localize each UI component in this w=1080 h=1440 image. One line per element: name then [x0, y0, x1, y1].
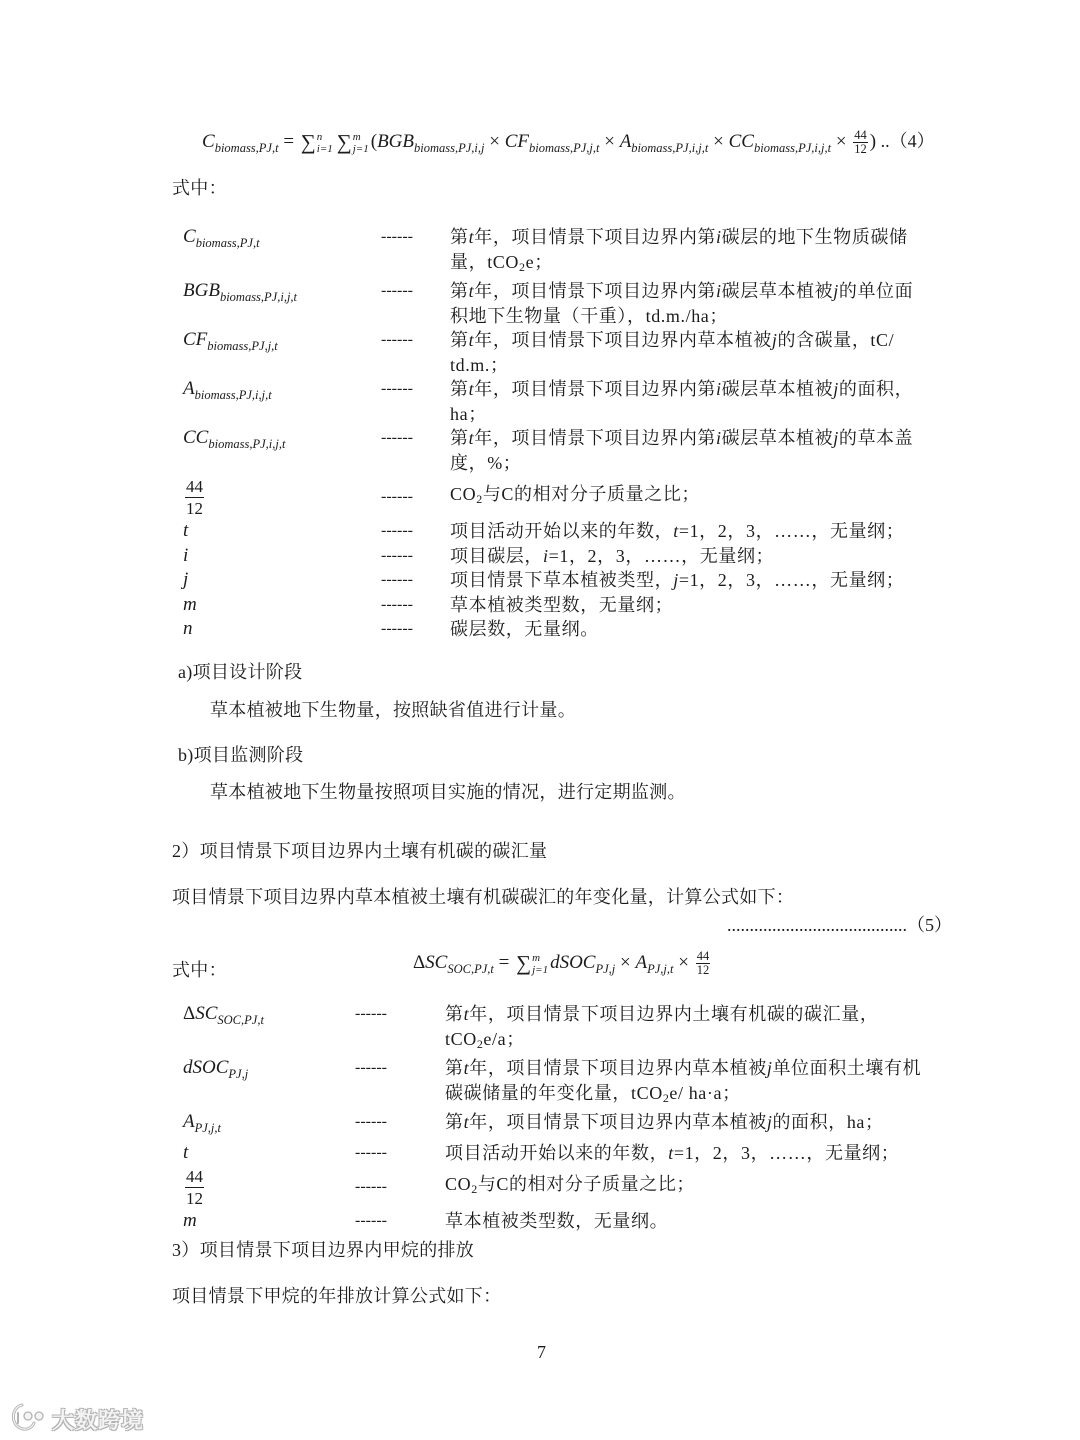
subscript: biomass,PJ,t — [195, 236, 260, 250]
text-run: e； — [525, 251, 553, 272]
italic-variable: t — [668, 1142, 674, 1163]
variable-symbol — [183, 476, 381, 519]
summation-sign: ∑ — [336, 130, 352, 155]
variable-symbol — [183, 426, 381, 457]
dash-separator: ------ — [355, 1005, 387, 1022]
variable-symbol — [183, 1209, 355, 1234]
dash-separator: ------ — [381, 331, 413, 348]
italic-variable: j — [766, 1112, 773, 1132]
variable-description — [450, 426, 950, 475]
variable-row — [183, 617, 950, 642]
subscript: biomass,PJ,i,j — [414, 141, 485, 155]
summation-limits — [353, 131, 369, 155]
variable-row — [183, 279, 950, 328]
text-run: 碳层草本植被 — [721, 281, 834, 301]
monitoring-stage-title: b)项目监测阶段 — [178, 745, 304, 765]
italic-variable: A — [183, 378, 195, 399]
dash-separator: ------ — [381, 595, 413, 613]
italic-variable: dSOC — [183, 1057, 229, 1078]
dash-separator: ------ — [381, 380, 413, 397]
variable-description — [445, 1056, 945, 1110]
variable-symbol — [183, 1141, 355, 1166]
variable-symbol — [183, 1056, 355, 1087]
text-run: × — [831, 131, 852, 152]
description-line — [450, 304, 950, 329]
where-label: 式中： — [172, 178, 227, 198]
italic-variable: j — [183, 569, 189, 590]
italic-variable: t — [468, 379, 475, 399]
text-run: 积地下生物量（干重），td.m./ha； — [450, 305, 728, 326]
summation-sign: ∑ — [516, 951, 532, 976]
italic-variable: t — [468, 227, 475, 247]
description-line — [445, 1027, 945, 1057]
summation-operator — [516, 952, 548, 976]
text-run: =1，2，3，……，无量纲； — [678, 570, 905, 590]
text-run: 年，项目情景下项目边界内第 — [474, 379, 717, 399]
variable-symbol — [183, 377, 381, 408]
fraction — [185, 476, 204, 519]
text-run: 草本植被类型数，无量纲。 — [445, 1211, 669, 1231]
text-run: =1，2，3，……，无量纲； — [673, 1142, 900, 1163]
description-line — [450, 482, 950, 512]
text-run: 第 — [450, 227, 469, 247]
formula-5-number: ........................................（5） — [727, 915, 952, 935]
italic-variable: j — [673, 570, 679, 590]
fraction — [696, 950, 711, 977]
description-line — [450, 402, 950, 427]
variable-row — [183, 475, 950, 519]
text-run: 第 — [450, 281, 469, 301]
italic-variable: i — [183, 544, 189, 566]
subscript: 2 — [662, 1090, 670, 1105]
variable-row — [183, 593, 950, 618]
italic-variable: t — [463, 1058, 470, 1078]
text-run: 项目情景下草本植被类型， — [450, 570, 674, 590]
italic-variable: j — [771, 330, 778, 350]
text-run: × — [615, 952, 636, 973]
italic-variable: SC — [425, 952, 448, 973]
text-run: Δ — [412, 952, 426, 973]
subscript: biomass,PJ,i,j,t — [631, 141, 709, 155]
text-run: CO — [445, 1174, 472, 1195]
variable-symbol — [183, 593, 381, 618]
dash-separator: ------ — [355, 1143, 387, 1161]
subscript: 2 — [476, 1036, 484, 1051]
italic-variable: j — [833, 428, 839, 448]
dash-separator: ------ — [355, 1212, 387, 1229]
variable-symbol — [183, 225, 381, 256]
text-run: = — [278, 131, 299, 152]
text-run: = — [493, 952, 515, 973]
description-line — [445, 1172, 945, 1202]
section-2-intro: 项目情景下项目边界内草本植被土壤有机碳碳汇的年变化量，计算公式如下： — [172, 887, 795, 907]
italic-variable: i — [716, 428, 722, 448]
text-run: 第 — [450, 428, 469, 448]
fraction — [853, 129, 868, 156]
variable-row — [183, 328, 950, 377]
variable-description — [450, 328, 950, 377]
description-line — [450, 519, 950, 544]
italic-variable: t — [463, 1112, 470, 1132]
summation-upper-limit: n — [316, 130, 323, 143]
italic-variable: BGB — [183, 280, 220, 301]
design-stage-text: 草本植被地下生物量，按照缺省值进行计量。 — [210, 700, 576, 720]
summation-operator — [337, 131, 369, 155]
subscript: 2 — [476, 492, 483, 507]
variable-symbol — [183, 1166, 355, 1209]
text-run: 年，项目情景下项目边界内草本植被 — [469, 1112, 767, 1132]
subscript: biomass,PJ,i,j,t — [194, 388, 272, 402]
italic-variable: C — [183, 226, 196, 247]
text-run: 的单位面 — [838, 281, 914, 301]
summation-upper-limit: m — [532, 951, 541, 964]
text-run: 年，项目情景下项目边界内土壤有机碳的碳汇量， — [469, 1004, 879, 1024]
text-run: 第 — [450, 330, 469, 350]
italic-variable: A — [619, 131, 632, 152]
variable-row — [183, 519, 950, 544]
text-run: 量，tCO — [450, 251, 520, 272]
text-run: 项目活动开始以来的年数， — [445, 1142, 669, 1163]
variable-description — [445, 1209, 945, 1234]
text-run: 与C的相对分子质量之比； — [477, 1174, 696, 1195]
summation-lower-limit: j=1 — [352, 142, 369, 155]
description-line — [450, 328, 950, 353]
text-run: 草本植被类型数，无量纲； — [450, 594, 674, 615]
text-run: 项目活动开始以来的年数， — [450, 521, 674, 541]
text-run: 年，项目情景下项目边界内第 — [474, 281, 717, 301]
text-run: ha； — [450, 403, 487, 424]
description-line — [450, 225, 950, 250]
text-run: × — [484, 131, 505, 152]
variable-row — [183, 1002, 945, 1056]
fraction-denominator: 12 — [696, 963, 710, 978]
text-run: 项目碳层， — [450, 545, 543, 566]
text-run: e/a； — [483, 1028, 525, 1049]
variable-description — [445, 1172, 945, 1202]
summation-lower-limit: j=1 — [532, 963, 549, 976]
variable-description — [450, 482, 950, 512]
description-line — [445, 1002, 945, 1027]
variable-symbol — [183, 1002, 355, 1033]
text-run: 年，项目情景下项目边界内第 — [474, 428, 717, 448]
fraction-numerator: 44 — [186, 476, 203, 496]
subscript: biomass,PJ,i,j,t — [753, 141, 832, 155]
description-line — [445, 1141, 945, 1166]
variable-row — [183, 1056, 945, 1110]
fraction-numerator: 44 — [186, 1166, 203, 1186]
italic-variable: i — [716, 379, 722, 399]
variable-description — [450, 519, 950, 544]
section-3-heading: 3）项目情景下项目边界内甲烷的排放 — [172, 1240, 475, 1260]
summation-limits — [317, 131, 333, 155]
text-run: 的草本盖 — [838, 428, 914, 448]
variable-description — [445, 1110, 945, 1135]
description-line — [450, 250, 950, 280]
subscript: biomass,PJ,t — [214, 141, 279, 155]
italic-variable: SC — [195, 1003, 218, 1024]
variable-description — [450, 377, 950, 426]
italic-variable: m — [183, 1210, 197, 1231]
variable-row — [183, 1141, 945, 1166]
summation-lower-limit: i=1 — [316, 142, 333, 155]
variable-description — [450, 279, 950, 328]
subscript: biomass,PJ,i,j,t — [219, 290, 298, 304]
text-run: 第 — [445, 1058, 464, 1078]
variable-description — [450, 568, 950, 593]
fraction — [185, 1166, 204, 1209]
dash-separator: ------ — [355, 1113, 387, 1130]
italic-variable: t — [463, 1004, 470, 1024]
text-run: 碳碳储量的年变化量，tCO — [445, 1082, 663, 1103]
fraction-numerator: 44 — [854, 128, 867, 143]
dash-separator: ------ — [381, 546, 413, 564]
description-line — [445, 1081, 945, 1111]
fraction-denominator: 12 — [854, 142, 867, 157]
description-line — [450, 617, 950, 642]
italic-variable: t — [183, 520, 189, 541]
dash-separator: ------ — [381, 228, 413, 245]
italic-variable: j — [833, 379, 839, 399]
dash-separator: ------ — [381, 571, 413, 588]
italic-variable: j — [766, 1058, 773, 1078]
text-run: ( — [370, 131, 378, 152]
italic-variable: j — [833, 281, 839, 301]
variable-row — [183, 225, 950, 279]
monitoring-stage-text: 草本植被地下生物量按照项目实施的情况，进行定期监测。 — [210, 782, 686, 802]
italic-variable: CF — [183, 329, 208, 350]
subscript: SOC,PJ,t — [217, 1013, 264, 1027]
italic-variable: C — [202, 131, 215, 152]
italic-variable: i — [543, 545, 549, 566]
italic-variable: t — [183, 1141, 189, 1163]
text-run: =1，2，3，……，无量纲； — [678, 521, 905, 541]
text-run: 的含碳量，tC/ — [777, 330, 895, 350]
variable-row — [183, 426, 950, 475]
variable-description — [450, 225, 950, 279]
italic-variable: m — [183, 593, 197, 615]
formula-5-body — [412, 949, 712, 978]
text-run: 年，项目情景下项目边界内第 — [474, 227, 717, 247]
variable-symbol — [183, 544, 381, 569]
text-run: 单位面积土壤有机 — [772, 1058, 922, 1078]
variable-description — [450, 617, 950, 642]
summation-limits — [532, 952, 548, 976]
variable-row — [183, 1165, 945, 1209]
subscript: PJ,j — [595, 962, 616, 976]
variable-symbol — [183, 279, 381, 310]
dash-separator: ------ — [381, 429, 413, 446]
summation-operator — [301, 131, 333, 155]
design-stage-title: a)项目设计阶段 — [178, 662, 303, 682]
italic-variable: n — [183, 618, 193, 639]
formula-4-body — [202, 128, 877, 157]
fraction-denominator: 12 — [186, 498, 203, 518]
subscript: biomass,PJ,j,t — [207, 339, 278, 353]
italic-variable: BGB — [377, 131, 414, 152]
watermark-logo-icon — [8, 1401, 48, 1433]
italic-variable: CF — [504, 131, 529, 152]
variable-description — [445, 1141, 945, 1166]
italic-variable: CC — [728, 131, 754, 152]
dash-separator: ------ — [381, 487, 413, 505]
variable-row — [183, 1209, 945, 1234]
subscript: biomass,PJ,j,t — [528, 141, 600, 155]
variable-table-5 — [183, 1002, 945, 1234]
dash-separator: ------ — [381, 620, 413, 637]
italic-variable: t — [468, 428, 475, 448]
dash-separator: ------ — [381, 522, 413, 539]
variable-row — [183, 568, 950, 593]
page-number: 7 — [537, 1342, 547, 1362]
text-run: =1，2，3，……，无量纲； — [548, 545, 775, 566]
watermark-text: 大数跨境 — [52, 1409, 145, 1434]
section-3-intro: 项目情景下甲烷的年排放计算公式如下： — [172, 1286, 502, 1306]
text-run: 碳层草本植被 — [721, 379, 834, 399]
section-2-heading: 2）项目情景下项目边界内土壤有机碳的碳汇量 — [172, 841, 548, 861]
text-run: 的面积，ha； — [772, 1112, 884, 1132]
dash-separator: ------ — [355, 1177, 387, 1195]
description-line — [450, 544, 950, 569]
formula-4 — [183, 84, 935, 205]
italic-variable: CC — [183, 427, 209, 448]
variable-row — [183, 544, 950, 569]
italic-variable: i — [716, 227, 722, 247]
variable-row — [183, 1110, 945, 1141]
summation-upper-limit: m — [352, 130, 361, 143]
description-line — [450, 279, 950, 304]
text-run: 第 — [445, 1004, 464, 1024]
dash-separator: ------ — [355, 1059, 387, 1076]
text-run: e/ ha·a； — [669, 1082, 741, 1103]
description-line — [450, 451, 950, 476]
subscript: 2 — [519, 259, 526, 274]
subscript: PJ,j — [228, 1067, 249, 1081]
text-run: 第 — [450, 379, 469, 399]
description-line — [445, 1209, 945, 1234]
text-run: 年，项目情景下项目边界内草本植被 — [469, 1058, 767, 1078]
italic-variable: t — [468, 330, 475, 350]
description-line — [450, 353, 950, 378]
text-run: 碳层的地下生物质碳储 — [721, 227, 908, 247]
description-line — [450, 593, 950, 618]
italic-variable: dSOC — [550, 952, 596, 973]
description-line — [450, 426, 950, 451]
subscript: PJ,j,t — [647, 962, 674, 976]
text-run: 的面积， — [838, 379, 914, 399]
variable-description — [450, 593, 950, 618]
text-run: 碳层草本植被 — [721, 428, 834, 448]
text-run: ) — [869, 131, 877, 152]
subscript: SOC,PJ,t — [447, 962, 494, 976]
italic-variable: t — [673, 521, 679, 541]
where-label: 式中： — [172, 960, 227, 980]
text-run: × — [708, 131, 729, 152]
description-line — [450, 377, 950, 402]
variable-table-4 — [183, 225, 950, 642]
variable-symbol — [183, 568, 381, 593]
text-run: 年，项目情景下项目边界内草本植被 — [474, 330, 772, 350]
description-line — [450, 568, 950, 593]
text-run: Δ — [183, 1003, 196, 1024]
variable-symbol — [183, 328, 381, 359]
text-run: 与C的相对分子质量之比； — [482, 484, 701, 505]
variable-row — [183, 377, 950, 426]
italic-variable: i — [716, 281, 722, 301]
variable-symbol — [183, 617, 381, 642]
text-run: 度，%； — [450, 452, 522, 473]
variable-symbol — [183, 519, 381, 544]
text-run: × — [673, 952, 694, 973]
text-run: tCO — [445, 1028, 477, 1049]
text-run: CO — [450, 484, 477, 505]
variable-symbol — [183, 1110, 355, 1141]
subscript: 2 — [471, 1182, 478, 1197]
italic-variable: A — [635, 952, 648, 973]
description-line — [445, 1110, 945, 1135]
fraction-denominator: 12 — [186, 1188, 203, 1208]
subscript: biomass,PJ,i,j,t — [208, 437, 286, 451]
text-run: × — [599, 131, 620, 152]
italic-variable: A — [183, 1111, 195, 1132]
dash-separator: ------ — [381, 282, 413, 299]
variable-description — [450, 544, 950, 569]
summation-sign: ∑ — [300, 130, 316, 155]
fraction-numerator: 44 — [696, 949, 710, 964]
description-line — [445, 1056, 945, 1081]
text-run: 碳层数，无量纲。 — [450, 619, 599, 639]
italic-variable: t — [468, 281, 475, 301]
subscript: PJ,j,t — [194, 1121, 221, 1135]
variable-description — [445, 1002, 945, 1056]
text-run: td.m.； — [450, 354, 509, 375]
text-run: 第 — [445, 1112, 464, 1132]
formula-4-number: ..（4） — [876, 131, 935, 151]
